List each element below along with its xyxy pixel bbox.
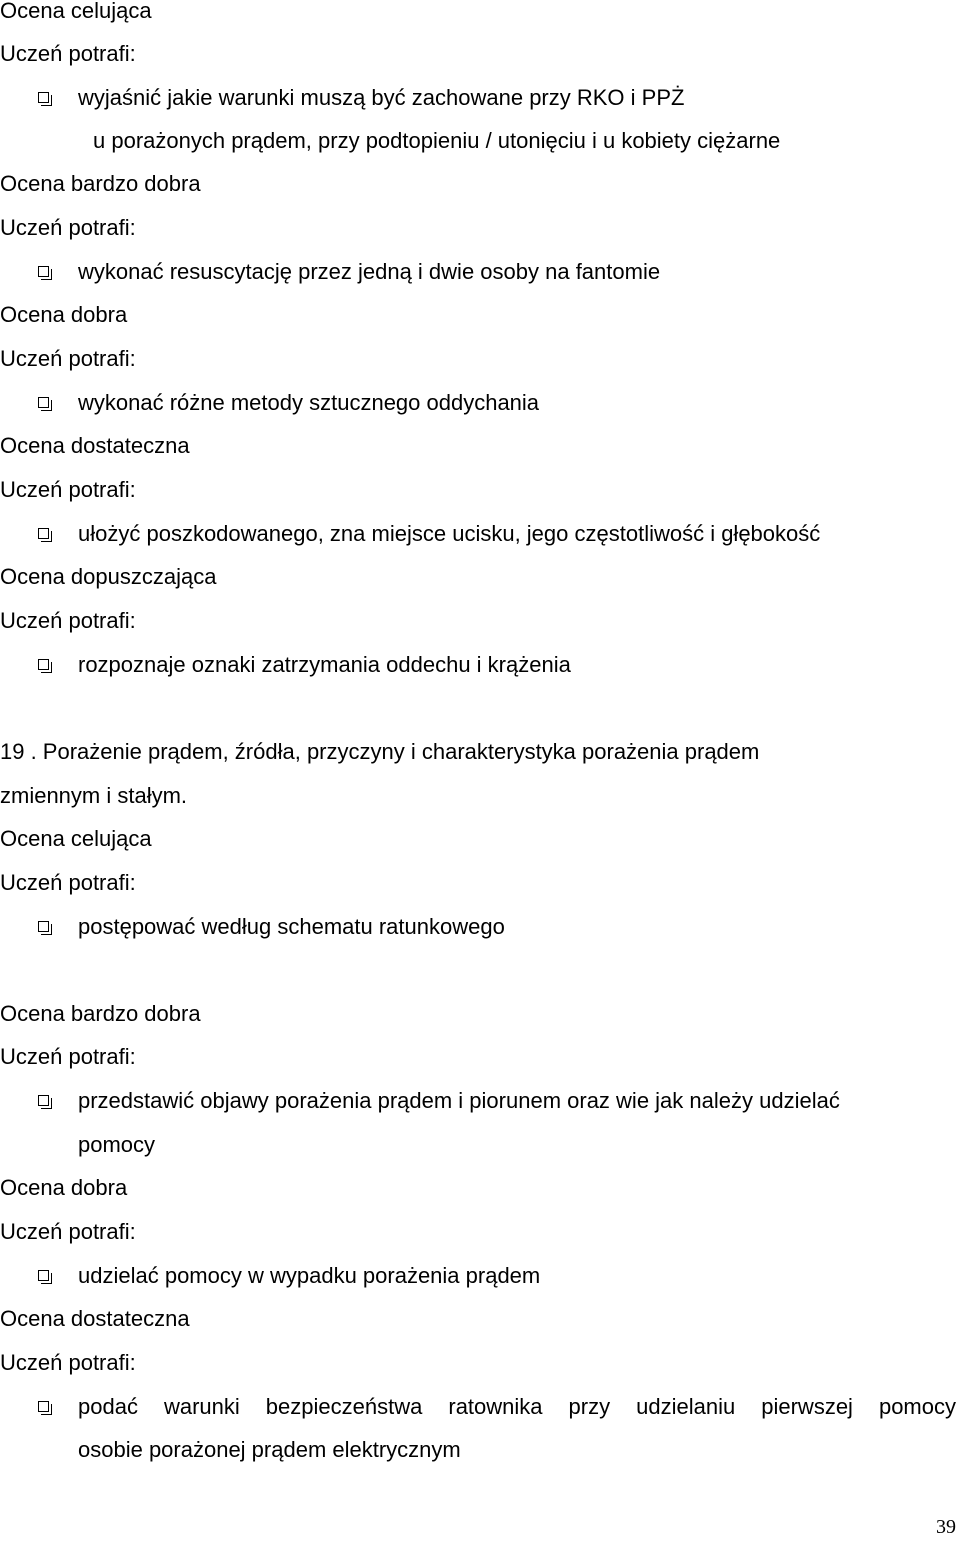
grade-heading: Ocena bardzo dobra — [0, 1001, 201, 1026]
checkbox-bullet-icon — [38, 528, 49, 539]
criteria-intro: Uczeń potrafi: — [0, 1350, 136, 1375]
criteria-item: podać warunki bezpieczeństwa ratownika przy udzielaniu pierwszej pomocy — [78, 1394, 956, 1419]
criteria-intro: Uczeń potrafi: — [0, 477, 136, 502]
page-number: 39 — [936, 1516, 956, 1538]
criteria-item: udzielać pomocy w wypadku porażenia prądem — [78, 1263, 541, 1288]
checkbox-bullet-icon — [38, 397, 49, 408]
grade-heading: Ocena celująca — [0, 0, 152, 23]
grade-heading: Ocena dobra — [0, 1175, 128, 1200]
criteria-item: przedstawić objawy porażenia prądem i piorunem oraz wie jak należy udzielać — [78, 1088, 840, 1113]
criteria-item-continuation: pomocy — [78, 1132, 156, 1157]
criteria-intro: Uczeń potrafi: — [0, 215, 136, 240]
criteria-item: rozpoznaje oznaki zatrzymania oddechu i krążenia — [78, 652, 571, 677]
section-heading-continuation: zmiennym i stałym. — [0, 783, 188, 808]
grade-heading: Ocena bardzo dobra — [0, 171, 201, 196]
checkbox-bullet-icon — [38, 92, 49, 103]
checkbox-bullet-icon — [38, 266, 49, 277]
criteria-item: wykonać różne metody sztucznego oddychania — [78, 390, 540, 415]
checkbox-bullet-icon — [38, 921, 49, 932]
criteria-item-continuation: u porażonych prądem, przy podtopieniu / utonięciu i u kobiety ciężarne — [93, 128, 781, 153]
criteria-item: ułożyć poszkodowanego, zna miejsce ucisku, jego częstotliwość i głębokość — [78, 521, 821, 546]
criteria-item-continuation: osobie porażonej prądem elektrycznym — [78, 1437, 461, 1462]
criteria-intro: Uczeń potrafi: — [0, 1219, 136, 1244]
grade-heading: Ocena dostateczna — [0, 1306, 190, 1331]
criteria-intro: Uczeń potrafi: — [0, 1044, 136, 1069]
criteria-item: wyjaśnić jakie warunki muszą być zachowane przy RKO i PPŻ — [78, 85, 685, 110]
checkbox-bullet-icon — [38, 1270, 49, 1281]
grade-heading: Ocena dostateczna — [0, 433, 190, 458]
grade-heading: Ocena dobra — [0, 302, 128, 327]
criteria-intro: Uczeń potrafi: — [0, 608, 136, 633]
criteria-intro: Uczeń potrafi: — [0, 346, 136, 371]
grade-heading: Ocena dopuszczająca — [0, 564, 217, 589]
grade-heading: Ocena celująca — [0, 826, 152, 851]
section-heading: 19 . Porażenie prądem, źródła, przyczyny i charakterystyka porażenia prądem — [0, 739, 760, 764]
checkbox-bullet-icon — [38, 659, 49, 670]
criteria-item: wykonać resuscytację przez jedną i dwie osoby na fantomie — [78, 259, 661, 284]
criteria-intro: Uczeń potrafi: — [0, 870, 136, 895]
checkbox-bullet-icon — [38, 1401, 49, 1412]
checkbox-bullet-icon — [38, 1095, 49, 1106]
criteria-item: postępować według schematu ratunkowego — [78, 914, 505, 939]
criteria-intro: Uczeń potrafi: — [0, 41, 136, 66]
